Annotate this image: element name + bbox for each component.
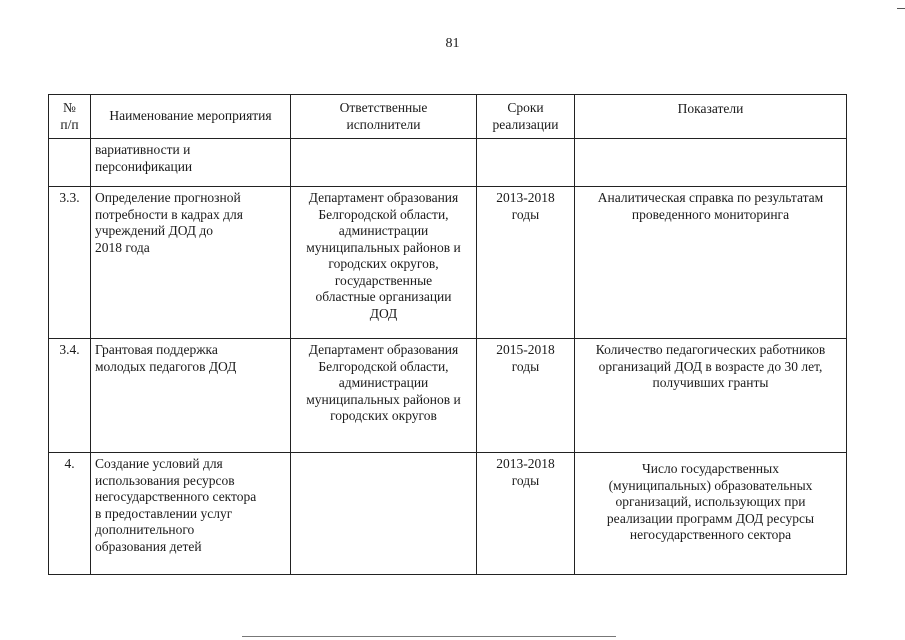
cell-name: [91, 139, 291, 187]
table-header-row: [49, 95, 847, 139]
text-line: Грантовая поддержка: [95, 342, 218, 357]
cell-responsible: [291, 187, 477, 339]
cell-name: [91, 453, 291, 575]
text-line: негосударственного сектора: [629, 527, 792, 542]
cell-num: [49, 187, 91, 339]
cell-indicators: [575, 139, 847, 187]
cell-text: [678, 101, 744, 116]
text-line: Департамент образования: [308, 342, 459, 357]
text-line: 3.4.: [59, 342, 80, 357]
text-line: Наименование мероприятия: [109, 108, 272, 124]
cell-indicators: [575, 453, 847, 575]
text-line: Число государственных: [642, 461, 779, 476]
text-line: муниципальных районов и: [306, 391, 461, 407]
text-line: организаций, использующих при: [615, 494, 806, 509]
cell-text: [496, 456, 555, 488]
cell-text: [340, 100, 428, 132]
text-line: организаций ДОД в возрасте до 30 лет,: [598, 358, 823, 374]
table-row: [49, 187, 847, 339]
cell-name: [91, 339, 291, 453]
text-line: учреждений ДОД до: [95, 223, 214, 238]
text-line: годы: [511, 206, 540, 222]
cell-text: [607, 461, 814, 542]
cell-responsible: [291, 339, 477, 453]
text-line: Создание условий для: [95, 456, 223, 471]
text-line: областные организации: [315, 289, 452, 304]
cell-num: [49, 139, 91, 187]
text-line: использования ресурсов: [95, 472, 235, 488]
text-line: Сроки: [507, 100, 544, 115]
text-line: 2018 года: [95, 239, 150, 255]
cell-text: [598, 190, 823, 222]
text-line: Показатели: [677, 101, 744, 116]
text-line: №: [63, 100, 76, 115]
cell-terms: [477, 187, 575, 339]
cell-text: [496, 342, 555, 374]
page-edge-mark: [897, 8, 905, 9]
cell-text: [60, 100, 78, 132]
text-line: государственные: [334, 272, 433, 288]
header-num: [49, 95, 91, 139]
table-row: [49, 139, 847, 187]
table-row: [49, 339, 847, 453]
text-line: городских округов: [330, 408, 437, 423]
text-line: Белгородской области,: [318, 206, 449, 222]
cell-text: [59, 190, 79, 205]
page-bottom-rule: [242, 636, 616, 637]
text-line: образования детей: [95, 538, 202, 554]
cell-text: [95, 456, 256, 554]
header-responsible: [291, 95, 477, 139]
cell-text: [95, 142, 192, 174]
header-indicators: [575, 95, 847, 139]
text-line: Белгородской области,: [318, 358, 449, 374]
text-line: реализации программ ДОД ресурсы: [606, 510, 815, 526]
text-line: дополнительного: [95, 522, 195, 537]
text-line: проведенного мониторинга: [631, 206, 790, 222]
cell-text: [306, 342, 461, 423]
page-number: 81: [445, 36, 460, 51]
cell-responsible: [291, 453, 477, 575]
cell-indicators: [575, 187, 847, 339]
cell-terms: [477, 339, 575, 453]
cell-terms: [477, 453, 575, 575]
text-line: исполнители: [346, 116, 421, 132]
text-line: 2015-2018: [496, 342, 555, 357]
text-line: Определение прогнозной: [95, 190, 241, 205]
text-line: вариативности и: [95, 142, 191, 157]
cell-terms: [477, 139, 575, 187]
cell-text: [496, 190, 555, 222]
cell-text: [109, 108, 271, 123]
text-line: администрации: [338, 223, 429, 238]
text-line: молодых педагогов ДОД: [95, 358, 237, 374]
cell-responsible: [291, 139, 477, 187]
text-line: реализации: [492, 116, 559, 132]
text-line: в предоставлении услуг: [95, 505, 233, 521]
text-line: 2013-2018: [496, 456, 555, 471]
cell-name: [91, 187, 291, 339]
text-line: городских округов,: [328, 256, 439, 271]
cell-text: [493, 100, 559, 132]
cell-text: [95, 342, 236, 374]
text-line: муниципальных районов и: [306, 239, 461, 255]
text-line: п/п: [60, 116, 79, 132]
activities-table: [48, 94, 847, 575]
text-line: получивших гранты: [652, 375, 769, 390]
text-line: 4.: [64, 456, 75, 471]
cell-text: [64, 456, 74, 471]
cell-indicators: [575, 339, 847, 453]
text-line: годы: [511, 358, 540, 374]
text-line: негосударственного сектора: [95, 489, 257, 504]
text-line: администрации: [338, 375, 429, 390]
text-line: ДОД: [369, 305, 398, 321]
text-line: 3.3.: [59, 190, 80, 205]
text-line: годы: [511, 472, 540, 488]
text-line: (муниципальных) образовательных: [608, 477, 813, 493]
cell-text: [306, 190, 461, 321]
text-line: 2013-2018: [496, 190, 555, 205]
text-line: Количество педагогических работников: [595, 342, 826, 357]
text-line: Аналитическая справка по результатам: [597, 190, 824, 205]
cell-text: [596, 342, 825, 390]
header-name: [91, 95, 291, 139]
table-row: [49, 453, 847, 575]
cell-text: [59, 342, 79, 357]
text-line: потребности в кадрах для: [95, 206, 243, 222]
header-terms: [477, 95, 575, 139]
cell-text: [95, 190, 243, 255]
cell-num: [49, 453, 91, 575]
text-line: Ответственные: [339, 100, 428, 115]
cell-num: [49, 339, 91, 453]
text-line: персонификации: [95, 158, 193, 174]
text-line: Департамент образования: [308, 190, 459, 205]
